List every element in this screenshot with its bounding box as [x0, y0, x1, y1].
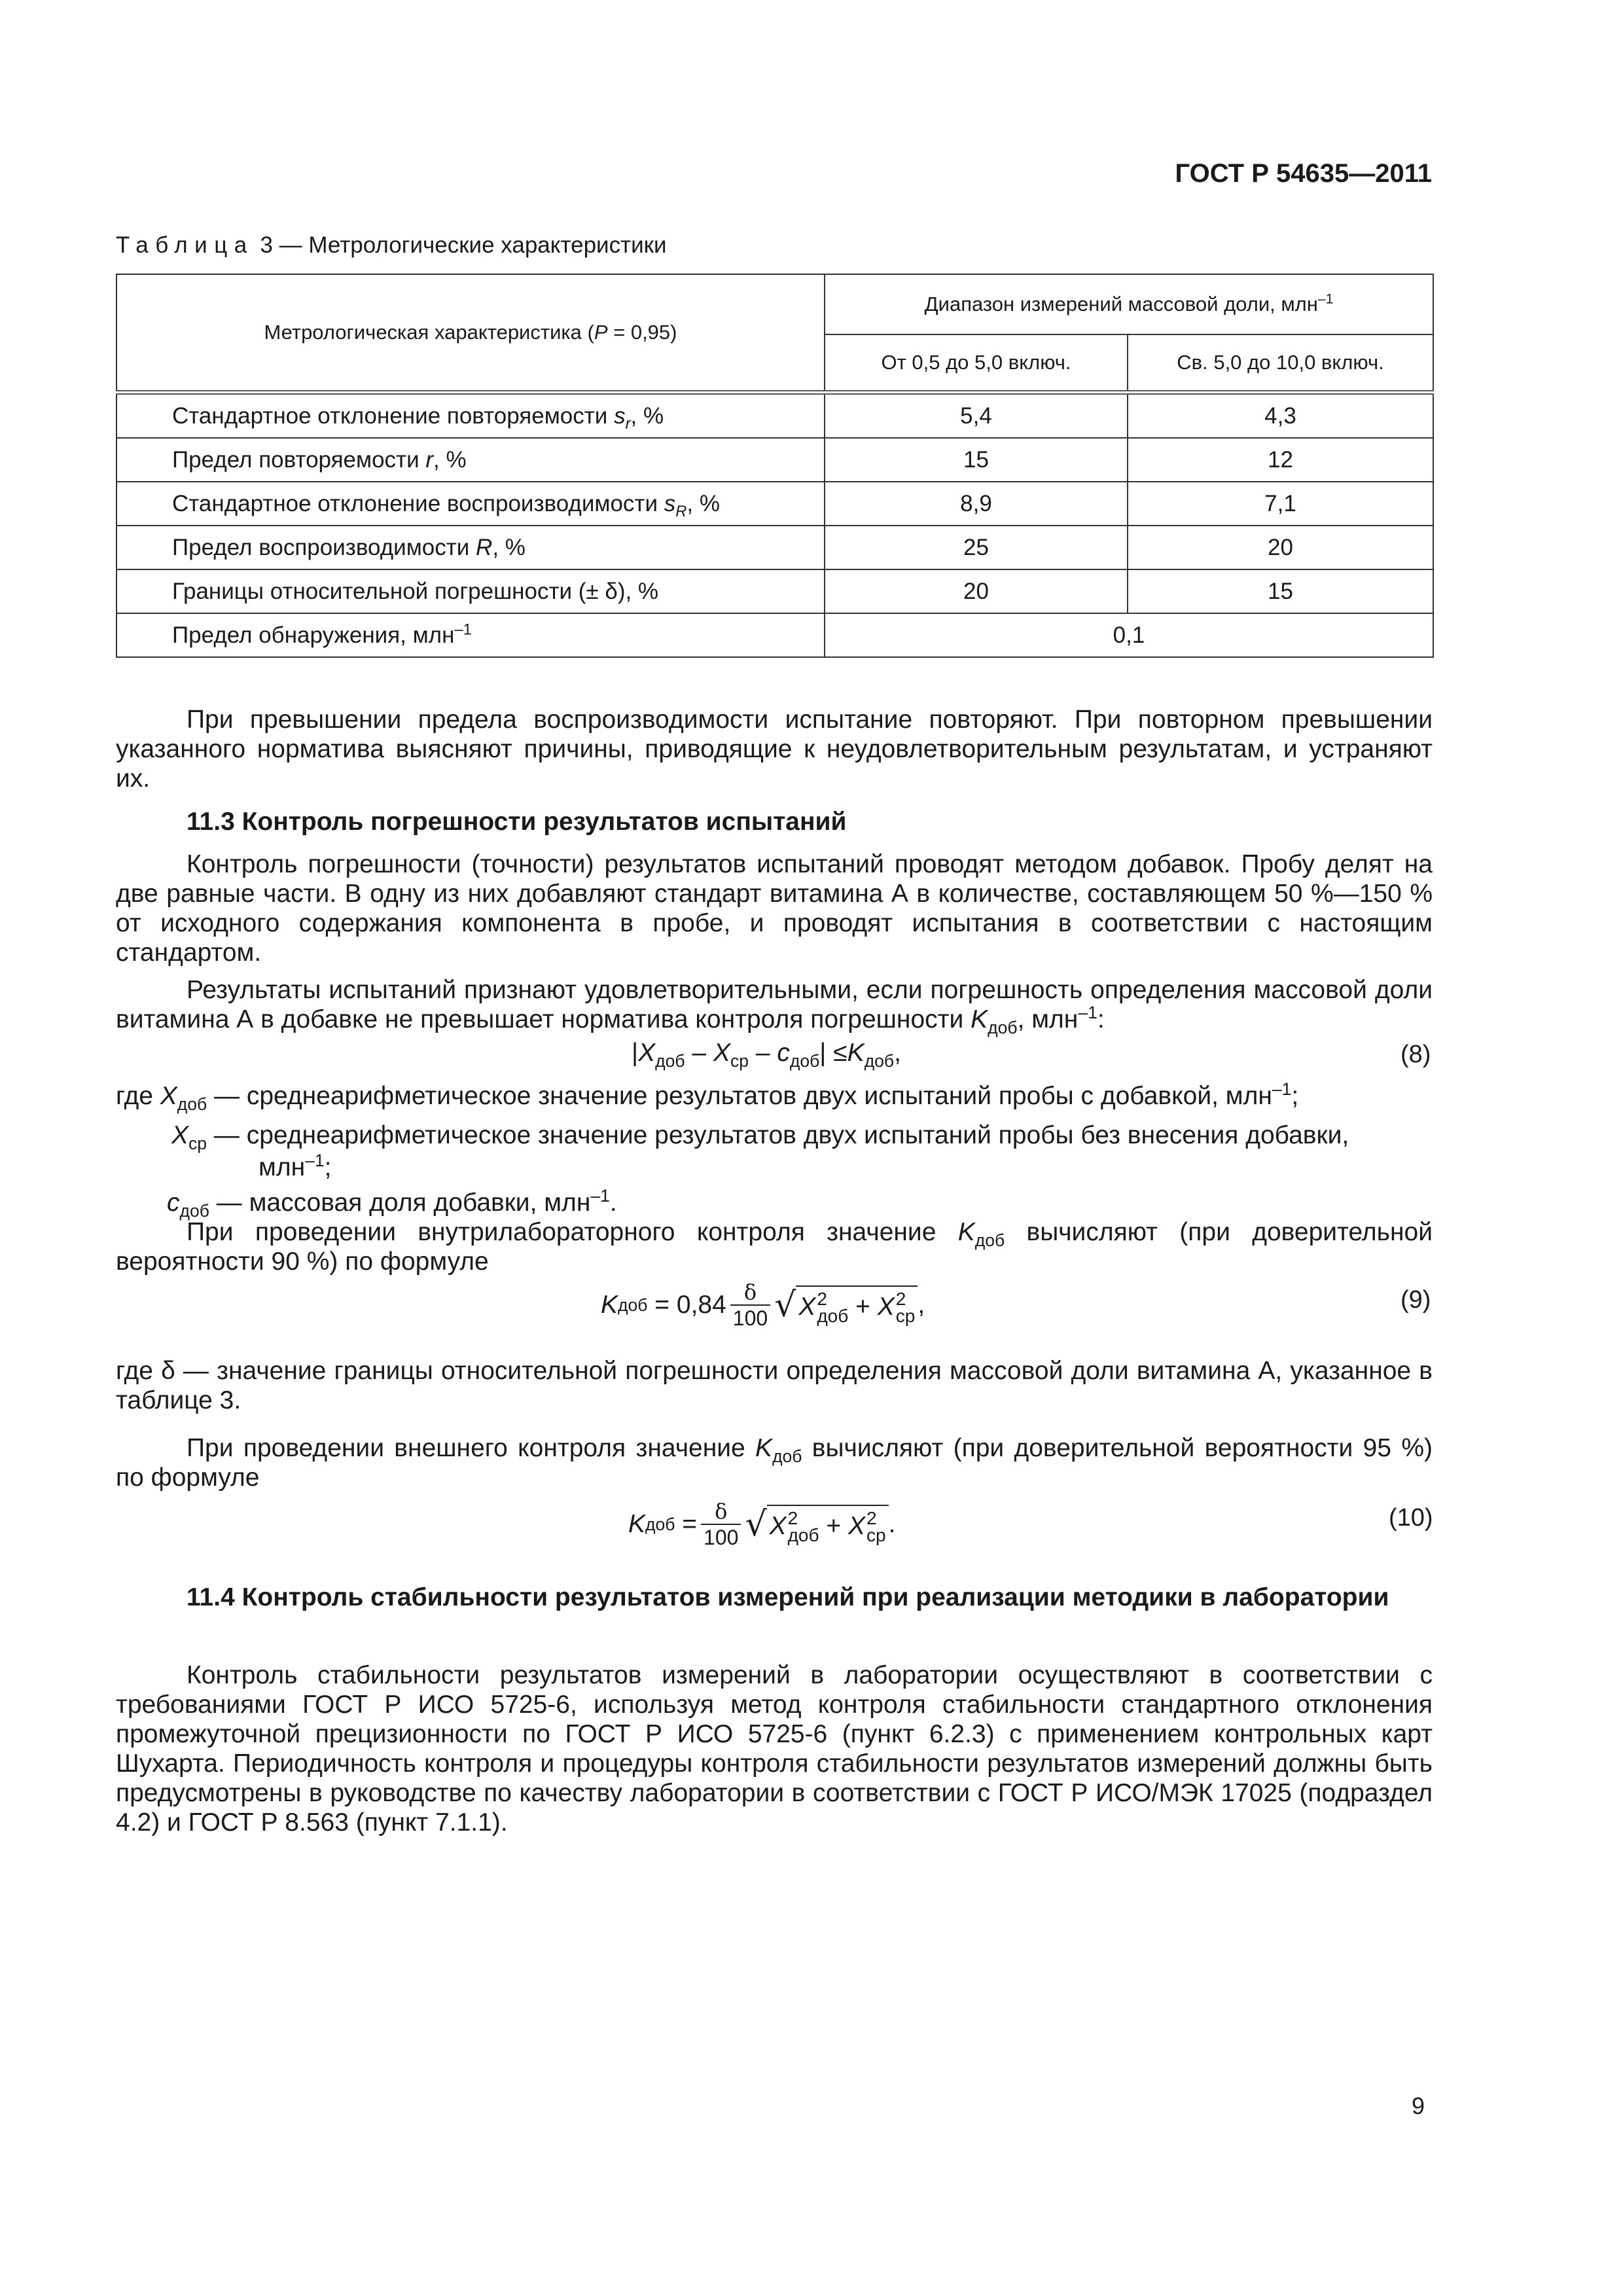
cell-value-merged: 0,1: [825, 613, 1433, 657]
row-label: Предел повторяемости r, %: [116, 438, 825, 482]
section-heading-11-3: 11.3 Контроль погрешности результатов испытаний: [187, 808, 847, 836]
square-root: √ X 2 доб + X 2 ср: [774, 1285, 918, 1325]
table-caption: [116, 232, 667, 259]
cell-value: 20: [1128, 526, 1433, 569]
paragraph-internal-control: При проведении внутрилабораторного контроля значение $K_{доб}$ вычисляют (при доверительной вероятности 90 %) по формуле: [116, 1218, 1433, 1276]
header-characteristic: Метрологическая характеристика (P = 0,95): [116, 274, 825, 393]
paragraph-external-control: При проведении внешнего контроля значение $K_{доб}$ вычисляют (при доверительной вероятности 95 %) по формуле: [116, 1434, 1433, 1492]
cell-value: 4,3: [1128, 393, 1433, 439]
where-line-xdob: где $X_{доб}$ — среднеарифметическое значение результатов двух испытаний пробы с добавкой, млн$^{-1}$;: [116, 1079, 1299, 1114]
fraction-delta-100: $\frac{\delta}{100}$: [701, 1499, 741, 1550]
paragraph-repeat-test: При превышении предела воспроизводимости испытание повторяют. При повторном превышении указанного норматива выясняют причины, приводящие к неудовлетворительным результатам, и устраняют их.: [116, 706, 1433, 793]
paragraph-stability-control: Контроль стабильности результатов измерений в лаборатории осуществляют в соответствии с требованиями ГОСТ Р ИСО 5725-6, используя метод контроля стабильности стандартного отклонения промежуточной прецизионности по ГОСТ Р ИСО 5725-6 (пункт 6.2.3) с применением контрольных карт Шухарта. Периодичность контроля и процедуры контроля стабильности результатов измерений должны быть предусмотрены в руководстве по качеству лаборатории в соответствии с ГОСТ Р ИСО/МЭК 17025 (подраздел 4.2) и ГОСТ Р 8.563 (пункт 7.1.1).: [116, 1661, 1433, 1837]
table-row: [116, 526, 1433, 569]
metrological-table: [116, 274, 1434, 658]
table-row: [116, 438, 1433, 482]
section-heading-11-4: 11.4 Контроль стабильности результатов измерений при реализации методики в лаборатории: [187, 1583, 1389, 1611]
fraction-delta-100: $\frac{\delta}{100}$: [730, 1280, 770, 1331]
cell-value: 5,4: [825, 393, 1128, 439]
row-label: Предел воспроизводимости R, %: [116, 526, 825, 569]
where-line-cdob: $c_{доб}$ — массовая доля добавки, млн$^{-1}$.: [167, 1186, 617, 1221]
cell-value: 25: [825, 526, 1128, 569]
row-label: Границы относительной погрешности (± δ), %: [116, 569, 825, 613]
equation-8: $|X_{доб} - X_{ср} - c_{доб}| \le K_{доб}$,: [632, 1039, 901, 1071]
where-line-xsr-unit: млн$^{-1}$;: [259, 1151, 332, 1181]
square-root: √ X 2 доб + X 2 ср: [745, 1505, 888, 1545]
header-range-high: Св. 5,0 до 10,0 включ.: [1128, 334, 1433, 393]
row-label: Стандартное отклонение воспроизводимости $s_R$, %: [116, 482, 825, 526]
where-delta: где δ — значение границы относительной погрешности определения массовой доли витамина А, указанное в таблице 3.: [116, 1357, 1433, 1414]
page-number: 9: [1412, 2092, 1425, 2119]
equation-9: K доб = 0,84 $\frac{\delta}{100}$ √ X 2 доб + X 2 ср ,: [601, 1280, 925, 1330]
equation-number-8: (8): [1400, 1041, 1431, 1068]
equation-number-10: (10): [1389, 1504, 1433, 1532]
cell-value: 12: [1128, 438, 1433, 482]
table-caption-prefix: Таблица: [116, 232, 254, 258]
table-row: [116, 569, 1433, 613]
header-range: Диапазон измерений массовой доли, млн$^{-1}$: [825, 274, 1433, 334]
cell-value: 15: [1128, 569, 1433, 613]
where-line-xsr: $X_{ср}$ — среднеарифметическое значение результатов двух испытаний пробы без внесения добавки,: [171, 1121, 1349, 1153]
equation-10: K доб = $\frac{\delta}{100}$ √ X 2 доб + X 2 ср .: [628, 1499, 896, 1549]
row-label: Стандартное отклонение повторяемости $s_r$, %: [116, 393, 825, 439]
table-row: [116, 393, 1433, 439]
cell-value: 7,1: [1128, 482, 1433, 526]
cell-value: 20: [825, 569, 1128, 613]
table-row: [116, 613, 1433, 657]
row-label: Предел обнаружения, млн$^{-1}$: [116, 613, 825, 657]
document-code-header: ГОСТ Р 54635—2011: [1175, 159, 1432, 188]
cell-value: 15: [825, 438, 1128, 482]
header-range-low: От 0,5 до 5,0 включ.: [825, 334, 1128, 393]
table-row: [116, 482, 1433, 526]
equation-number-9: (9): [1400, 1286, 1431, 1314]
table-caption-title: 3 — Метрологические характеристики: [253, 232, 667, 258]
paragraph-results-criteria: Результаты испытаний признают удовлетворительными, если погрешность определения массовой доли витамина А в добавке не превышает норматива контроля погрешности $K_{доб}$, млн$^{-1}$:: [116, 976, 1433, 1037]
paragraph-additive-method: Контроль погрешности (точности) результатов испытаний проводят методом добавок. Пробу делят на две равные части. В одну из них добавляют стандарт витамина А в количестве, составляющем 50 %—150 % от исходного содержания компонента в пробе, и проводят испытания в соответствии с настоящим стандартом.: [116, 850, 1433, 967]
cell-value: 8,9: [825, 482, 1128, 526]
